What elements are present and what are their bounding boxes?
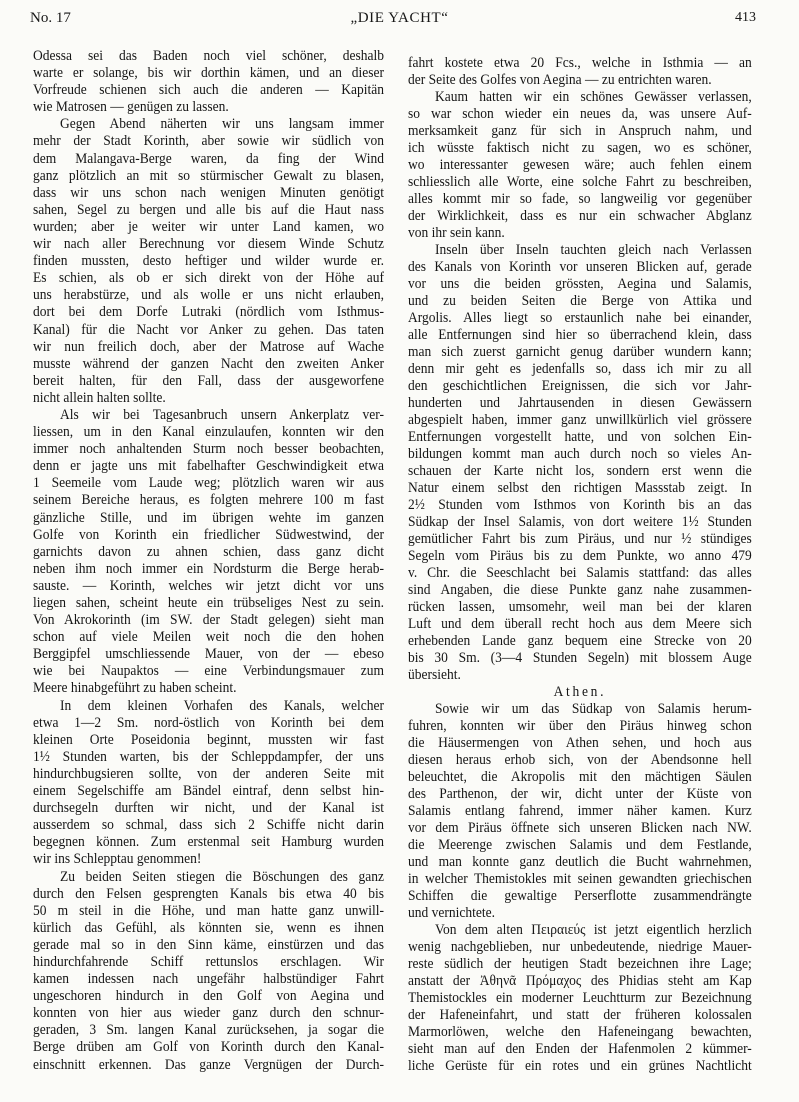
text-line: Meere hinabgeführt zu haben scheint. — [33, 680, 237, 697]
text-line: In dem kleinen Vorhafen des Kanals, welcher — [60, 697, 384, 714]
paragraph — [33, 869, 384, 1074]
text-line: Berge drüben am Golf von Korinth durch den Kanal- — [33, 1039, 384, 1056]
paragraph — [408, 922, 752, 1075]
text-line: beleuchtet, die Akropolis mit den mächtigen Säulen — [408, 769, 752, 785]
text-line: Golfe von Korinth ein friedlicher Südwestwind, der — [33, 526, 384, 543]
text-line: liegen sahen, scheint heute ein trübseliges Nest zu sein. — [33, 595, 384, 611]
text-line: wurden; aber je weiter wir unter Land kamen, wo — [33, 218, 384, 235]
text-line: Entfernungen vorgestellt hatte, und von solchen Ein- — [408, 429, 752, 445]
text-line: ich wüsste faktisch nicht zu sagen, wo es schöner, — [408, 140, 752, 156]
text-line: warte er solange, bis wir dorthin kämen, und an dieser — [33, 65, 384, 82]
text-line: hunderten und Jahrtausenden in diesen Gewässern — [408, 395, 752, 411]
text-line: Gegen Abend näherten wir uns langsam immer — [60, 116, 384, 133]
text-line: kamen indessen nach ungefähr halbstündiger Fahrt — [33, 971, 384, 988]
text-line: Von Akrokorinth (im SW. der Stadt gelegen) sieht man — [33, 612, 384, 629]
text-line: ganz plötzlich an mit so stürmischer Gewalt zu blasen, — [33, 167, 384, 184]
text-line: die Meerenge zwischen Salamis und dem Festlande, — [408, 837, 752, 853]
text-line: vor uns die beiden grössten, Aegina und Salamis, — [408, 276, 752, 292]
text-line: Inseln über Inseln tauchten gleich nach Verlassen — [435, 242, 752, 258]
text-line: Themistockles ein moderner Leuchtturm zur Bezeichnung — [408, 990, 752, 1006]
text-line: uns herabstürze, und als wolle er uns nicht erlauben, — [33, 287, 384, 304]
text-line: alles kommt mir so fade, so langweilig vor gegenüber — [408, 191, 752, 207]
text-line: der Hafeneinfahrt, und statt der früheren kolossalen — [408, 1007, 752, 1023]
paragraph — [33, 116, 384, 407]
text-line: wir nach aller Berechnung vor diesem Winde Schutz — [33, 236, 384, 253]
text-line: sauste. — Korinth, welches wir jetzt dicht vor uns — [33, 577, 384, 594]
text-line: durchsegeln durften wir nicht, und der Kanal ist — [33, 800, 384, 817]
text-line: Segeln vom Piräus bis zu dem Punkte, wo anno 479 — [408, 548, 752, 564]
paragraph — [33, 698, 384, 869]
text-line: gerade mal so in den Sinn käme, einstürzen und das — [33, 936, 384, 953]
text-line: fahrt kostete etwa 20 Fcs., welche in Isthmia — an — [408, 55, 752, 71]
text-line: rücken lassen, umsomehr, weil man bei der klaren — [408, 599, 752, 615]
text-line: seinem Bereiche heraus, es folgten mehrere 100 m fast — [33, 492, 384, 509]
text-line: sahen, Segel zu bergen und alle bis auf die Haut nass — [33, 201, 384, 218]
text-line: Es schien, als ob er sich direkt von der Höhe auf — [33, 270, 384, 287]
text-line: immer noch anhaltenden Sturm noch besser beobachten, — [33, 441, 384, 458]
text-line: bereit halten, für den Fall, dass der ausgeworfene — [33, 372, 384, 389]
text-line: Sowie wir um das Südkap von Salamis herum- — [435, 701, 752, 717]
text-line: etwa 1—2 Sm. nord-östlich von Korinth bei dem — [33, 714, 384, 731]
text-line: Argolis. Alles liegt so erstaunlich nahe bei einander, — [408, 310, 752, 326]
text-line: schliesslich alle Worte, eine solche Fahrt zu beschreiben, — [408, 174, 752, 190]
text-line: den geschichtlichen Ereignissen, die sich vor Jahr- — [408, 378, 752, 394]
text-line: in welcher Themistokles mit seinen gewandten griechischen — [408, 871, 752, 887]
text-line: wie bei Naupaktos — eine Verbindungsmauer zum — [33, 663, 384, 680]
text-line: konnten von hier aus wieder ganz durch den schnur- — [33, 1005, 384, 1022]
text-line: Südkap der Insel Salamis, von dort weitere 1½ Stunden — [408, 514, 752, 530]
text-line: Als wir bei Tagesanbruch unsern Ankerplatz ver- — [60, 406, 384, 423]
text-line: erhebenden Lande ganz bequem eine Strecke von 20 — [408, 633, 752, 649]
text-line: reste südlich der heutigen Stadt bezeichnen ihre Lage; — [408, 956, 752, 972]
text-line: ausserdem so schmal, dass sich 2 Schiffe nicht darin — [33, 817, 384, 834]
text-line: liche Gerüste für ein rotes und ein grünes Nachtlicht — [408, 1058, 752, 1074]
text-line: diesen heraus erhob sich, von der Abendsonne hell — [408, 752, 752, 768]
text-line: sind Angaben, die diese Punkte ganz nahe zusammen- — [408, 582, 752, 598]
text-line: dort bei dem Dorfe Lutraki (nördlich vom Isthmus- — [33, 304, 384, 321]
issue-number: No. 17 — [30, 10, 71, 26]
text-line: nicht allein halten sollte. — [33, 389, 166, 406]
text-line: Odessa sei das Baden noch viel schöner, deshalb — [33, 48, 384, 64]
text-line: Salamis entlang fahrend, immer näher kamen. Kurz — [408, 803, 752, 819]
text-line: man sich zuerst garnicht genug darüber wundern kann; — [408, 344, 752, 360]
page-number: 413 — [735, 10, 756, 25]
text-line: bis 30 Sm. (3—4 Stunden Segeln) mit blossem Auge — [408, 650, 752, 666]
text-line: kleinen Orte Poseidonia beginnt, mussten wir fast — [33, 731, 384, 748]
text-line: und man konnte ganz deutlich die Bucht wahrnehmen, — [408, 854, 752, 870]
text-line: dem Malangava-Berge waren, da fing der Wind — [33, 150, 384, 167]
paragraph — [408, 55, 752, 89]
text-line: Kaum hatten wir ein schönes Gewässer verlassen, — [435, 89, 752, 105]
text-line: Luft und dem überall recht hoch aus dem Meere sich — [408, 616, 752, 632]
text-line: einschnitt erkennen. Das ganze Vergnügen der Durch- — [33, 1056, 384, 1073]
text-line: des Parthenon, der wir, dicht unter der Küste von — [408, 786, 752, 802]
text-line: Von dem alten Πειραιεύς ist jetzt eigentlich herzlich — [435, 922, 752, 938]
text-line: ungeschoren hindurch in den Golf von Aegina und — [33, 988, 384, 1005]
text-line: wir nun freilich doch, aber der Matrose auf Wache — [33, 338, 384, 355]
text-line: von ihr sein kann. — [408, 225, 505, 241]
text-line: v. Chr. die Seeschlacht bei Salamis stattfand: das alles — [408, 565, 752, 581]
text-line: gänzliche Stille, und im übrigen wehte im ganzen — [33, 509, 384, 526]
text-line: Zu beiden Seiten stiegen die Böschungen des ganz — [60, 868, 384, 885]
text-line: wir ins Schlepptau genommen! — [33, 851, 202, 868]
text-line: 50 m steil in die Höhe, und man hatte ganz unwill- — [33, 902, 384, 919]
text-line: einem Segelschiffe am Bändel eintraf, denn selbst hin- — [33, 783, 384, 800]
text-line: finden mussten, desto heftiger und wilder wurde er. — [33, 253, 384, 270]
text-line: schauen der Karte nicht los, sondern erst wenn die — [408, 463, 752, 479]
magazine-title: „DIE YACHT“ — [350, 10, 449, 26]
text-line: schon auf viele Meilen weit noch die den hohen — [33, 629, 384, 646]
text-line: Berggipfel umschliessende Mauer, von der — ebeso — [33, 646, 384, 663]
text-line: anstatt der Ἀθηνᾶ Πρόμαχος des Phidias steht am Kap — [408, 973, 752, 989]
text-line: neben ihm noch immer ein Nordsturm die Berge herab- — [33, 560, 384, 577]
text-line: garnichts davon zu ahnen schien, dass ganz dicht — [33, 543, 384, 560]
text-line: hindurchbugsieren sollte, von der anderen Seite mit — [33, 765, 384, 782]
paragraph — [33, 48, 384, 116]
text-line: dass wir uns schon nach wenigen Minuten genötigt — [33, 184, 384, 201]
text-line: bildungen kommt man auch durch noch so vieles An- — [408, 446, 752, 462]
text-line: übersieht. — [408, 667, 461, 683]
text-line: denn mir geht es jedenfalls so, dass ich mir zu all — [408, 361, 752, 377]
text-line: die Häusermengen von Athen sehen, und hoch aus — [408, 735, 752, 751]
text-column-right — [408, 55, 752, 1075]
paragraph — [408, 242, 752, 684]
text-line: und vernichtete. — [408, 905, 495, 921]
section-heading: Athen. — [553, 684, 607, 700]
text-line: kürlich das Gefühl, als könnten sie, wenn es ihnen — [33, 919, 384, 936]
text-line: merksamkeit ganz für sich in Anspruch nahm, und — [408, 123, 752, 139]
text-line: Kanal) für die Nacht vor Anker zu gehen. Das taten — [33, 321, 384, 338]
text-line: wo interessanter gewesen wäre; auch fehlen einem — [408, 157, 752, 173]
text-line: vor dem Piräus öffnete sich unseren Blicken nach NW. — [408, 820, 752, 836]
text-line: und zu beiden Seiten die Berge von Attika und — [408, 293, 752, 309]
text-line: liessen, um in den Kanal einzulaufen, konnten wir den — [33, 424, 384, 441]
text-line: geraden, 3 Sm. langen Kanal zurücksehen, ja sogar die — [33, 1022, 384, 1039]
text-line: durch den Felsen gesprengten Kanals bis etwa 40 bis — [33, 885, 384, 902]
text-line: gemütlicher Fahrt bis zum Piräus, und nur ½ stündiges — [408, 531, 752, 547]
text-line: fuhren, konnten wir über den Piräus hinweg schon — [408, 718, 752, 734]
text-line: mehr der Stadt Korinth, aber sowie wir südlich von — [33, 133, 384, 150]
text-line: wie Matrosen — genügen zu lassen. — [33, 99, 229, 116]
text-line: Marmorlöwen, welche den Hafeneingang bewachten, — [408, 1024, 752, 1040]
text-column-left — [33, 48, 384, 1074]
text-line: so war schon wieder ein neues da, was unsere Auf- — [408, 106, 752, 122]
text-line: 1 Seemeile vom Laude weg; plötzlich waren wir aus — [33, 475, 384, 492]
paragraph — [408, 89, 752, 242]
text-line: 1½ Stunden warten, bis der Schleppdampfer, der uns — [33, 748, 384, 765]
text-line: der Wirklichkeit, dass es nur ein schwacher Abglanz — [408, 208, 752, 224]
text-line: alle Entfernungen sind hier so überrachend klein, dass — [408, 327, 752, 343]
text-line: der Seite des Golfes von Aegina — zu entrichten waren. — [408, 72, 712, 88]
text-line: Schiffen die gewaltige Perserflotte zusammendrängte — [408, 888, 752, 904]
text-line: hindurchfahrende Schiff rettunslos erschlagen. Wir — [33, 953, 384, 970]
text-line: musste während der ganzen Nacht den zweiten Anker — [33, 355, 384, 372]
paragraph — [408, 701, 752, 922]
text-line: des Kanals von Korinth vor unseren Blicken auf, gerade — [408, 259, 752, 275]
paragraph — [33, 407, 384, 698]
text-line: sieht man auf den Enden der Hafenmolen 2 kümmer- — [408, 1041, 752, 1057]
text-line: wenig nachgeblieben, nur unbedeutende, niedrige Mauer- — [408, 939, 752, 955]
text-line: begegnen können. Zum erstenmal seit Hamburg wurden — [33, 834, 384, 851]
text-line: Natur einem selbst den richtigen Massstab zeigt. In — [408, 480, 752, 496]
text-line: denn er jagte uns mit fabelhafter Geschwindigkeit etwa — [33, 458, 384, 475]
text-line: abgespielt haben, immer ganz unwillkürlich viel grössere — [408, 412, 752, 428]
text-line: 2½ Stunden vom Isthmos von Korinth bis an das — [408, 497, 752, 513]
text-line: Vorfreude schienen sich auch die anderen — Kapitän — [33, 82, 384, 99]
